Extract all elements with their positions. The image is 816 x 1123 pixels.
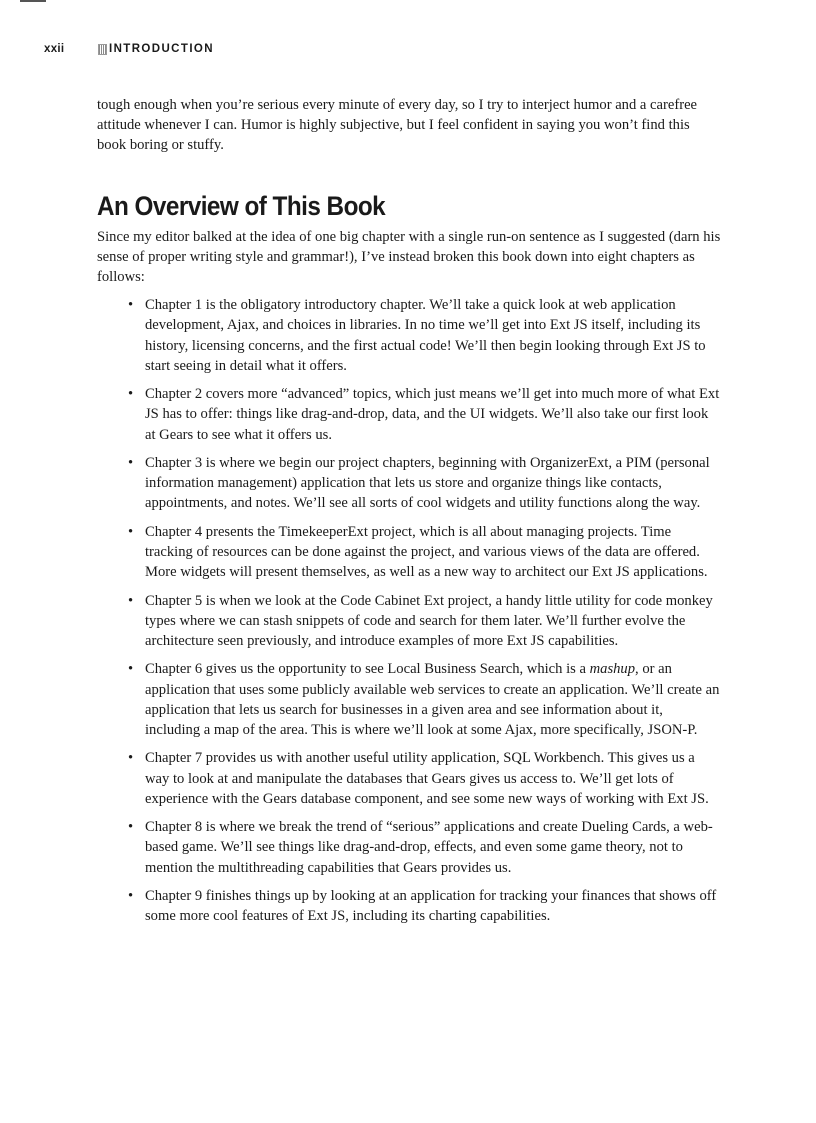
page-body (97, 95, 721, 935)
chapter-8-text: Chapter 8 is where we break the trend of “serious” applications and create Dueling Cards, a web-based game. We’ll see things like drag-and-drop, effects, and even some game theory, not to mention the multithreading capabilities that Gears provides us. (145, 819, 713, 876)
bullet-icon: • (128, 386, 134, 403)
bullet-icon: • (128, 819, 134, 836)
chapter-1-text: Chapter 1 is the obligatory introductory chapter. We’ll take a quick look at web application development, Ajax, and choices in libraries. In no time we’ll get into Ext JS itself, including its history, licensing concerns, and the first actual code! We’ll then begin looking through Ext JS to start seeing in detail what it offers. (145, 297, 706, 374)
chapter-4-item (128, 522, 721, 583)
chapter-6-text-after: , or an application that uses some publicly available web services to create an application. We’ll create an application that lets us search for businesses in a given area and see information about it, including a map of the area. This is where we’ll look at some Ajax, more specifically, JSON-P. (145, 661, 720, 739)
bullet-icon: • (128, 888, 134, 904)
bullet-icon: • (128, 592, 134, 609)
chapter-6-item (128, 659, 721, 740)
top-rule (20, 0, 46, 2)
chapter-1-item (128, 295, 721, 376)
chapter-2-text: Chapter 2 covers more “advanced” topics, which just means we’ll get into much more of what Ext JS has to offer: things like drag-and-drop, data, and the UI widgets. We’ll also take our first look at Gears to see what it offers us. (145, 386, 720, 443)
bullet-icon: • (128, 661, 134, 678)
chapter-7-text: Chapter 7 provides us with another useful utility application, SQL Workbench. This gives us a way to look at and manipulate the databases that Gears gives us access to. We’ll get lots of experience with the Gears database component, and see some new ways of working with Ext JS. (145, 750, 709, 807)
bullet-icon: • (128, 297, 134, 314)
chapter-6-text-before: Chapter 6 gives us the opportunity to see Local Business Search, which is a (145, 661, 590, 678)
page-number: xxii (44, 43, 65, 55)
chapter-9-item (128, 886, 721, 926)
running-title: INTRODUCTION (109, 43, 214, 55)
chapter-9-text: Chapter 9 finishes things up by looking at an application for tracking your finances that shows off some more cool features of Ext JS, including its charting capabilities. (145, 888, 717, 925)
section-lead-paragraph: Since my editor balked at the idea of one big chapter with a single run-on sentence as I suggested (darn his sense of proper writing style and grammar!), I’ve instead broken this book down into eight chapters as follows: (97, 228, 721, 286)
bullet-icon: • (128, 750, 134, 767)
bullet-icon: • (128, 455, 134, 472)
chapter-3-text: Chapter 3 is where we begin our project chapters, beginning with OrganizerExt, a PIM (personal information management) application that lets us store and organize things like contacts, appointments, and notes. We’ll see all sorts of cool widgets and utility functions along the way. (145, 455, 710, 512)
chapter-8-item (128, 817, 721, 878)
chapter-2-item (128, 384, 721, 445)
bullet-icon: • (128, 523, 134, 540)
section-heading: An Overview of This Book (97, 190, 386, 221)
chapter-5-text: Chapter 5 is when we look at the Code Cabinet Ext project, a handy little utility for code monkey types where we can stash snippets of code and search for them later. We’ll further evolve the architecture seen previously, and introduce examples of more Ext JS capabilities. (145, 592, 713, 650)
chapter-3-item (128, 453, 721, 514)
chapter-6-emphasis: mashup (589, 661, 636, 678)
running-header (44, 43, 214, 55)
intro-paragraph: tough enough when you’re serious every minute of every day, so I try to interject humor and a carefree attitude whenever I can. Humor is highly subjective, but I feel confident in saying you won’t find this book boring or stuffy. (97, 97, 698, 154)
chapter-list (97, 295, 721, 926)
section-marker-icon (98, 44, 107, 55)
chapter-4-text: Chapter 4 presents the TimekeeperExt project, which is all about managing projects. Time tracking of resources can be done against the project, and various views of the data are offered. More widgets will present themselves, as well as a new way to architect our Ext JS applications. (145, 523, 708, 581)
chapter-7-item (128, 748, 721, 809)
chapter-5-item (128, 591, 721, 652)
